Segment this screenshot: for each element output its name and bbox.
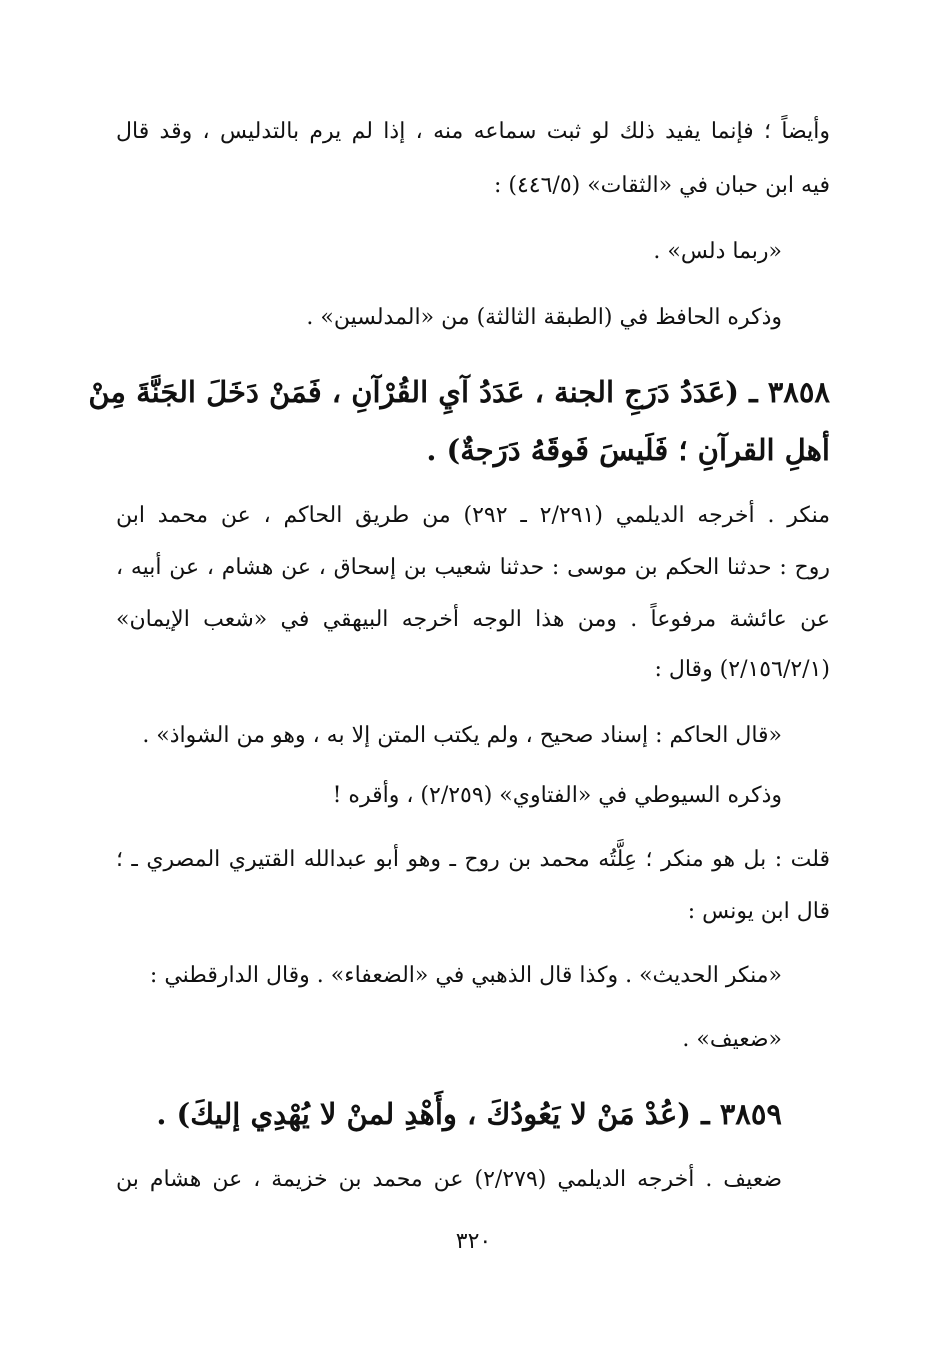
paragraph-line: روح : حدثنا الحكم بن موسى : حدثنا شعيب بن إسحاق ، عن هشام ، عن أبيه ، — [116, 555, 830, 580]
paragraph-line: عن عائشة مرفوعاً . ومن هذا الوجه أخرجه البيهقي في «شعب الإيمان» — [116, 607, 830, 632]
hadith-heading-3859: ٣٨٥٩ ـ (عُدْ مَنْ لا يَعُودُكَ ، وأَهْدِ لمنْ لا يُهْدِي إليكَ) . — [156, 1097, 782, 1131]
hadith-heading-3858-cont: أهلِ القرآنِ ؛ فَلَيسَ فَوقَهُ دَرَجةٌ) . — [426, 433, 830, 467]
quote-line: «منكر الحديث» . وكذا قال الذهبي في «الضعفاء» . وقال الدارقطني : — [149, 963, 782, 988]
quote-line: «قال الحاكم : إسناد صحيح ، ولم يكتب المتن إلا به ، وهو من الشواذ» . — [142, 723, 782, 748]
paragraph-line: وذكره السيوطي في «الفتاوي» (٢/٢٥٩) ، وأقره ! — [332, 783, 782, 808]
paragraph-line: (٢/١٥٦/٢/١) وقال : — [654, 657, 830, 682]
paragraph-line: ضعيف . أخرجه الديلمي (٢/٢٧٩) عن محمد بن خزيمة ، عن هشام بن — [116, 1167, 783, 1192]
paragraph-line: قلت : بل هو منكر ؛ عِلَّتُه محمد بن روح ـ وهو أبو عبدالله القتيري المصري ـ ؛ — [116, 847, 830, 872]
paragraph-line: قال ابن يونس : — [687, 899, 830, 924]
hadith-heading-3858: ٣٨٥٨ ـ (عَدَدُ دَرَجِ الجنة ، عَدَدُ آيِ القُرْآنِ ، فَمَنْ دَخَلَ الجَنَّةَ مِنْ — [88, 375, 830, 409]
paragraph-line: وذكره الحافظ في (الطبقة الثالثة) من «المدلسين» . — [306, 305, 782, 330]
paragraph-line: فيه ابن حبان في «الثقات» (٤٤٦/٥) : — [493, 173, 830, 198]
quote-line: «ربما دلس» . — [653, 239, 782, 264]
paragraph-line: منكر . أخرجه الديلمي (٢/٢٩١ ـ ٢٩٢) من طريق الحاكم ، عن محمد ابن — [116, 503, 830, 528]
paragraph-line: وأيضاً ؛ فإنما يفيد ذلك لو ثبت سماعه منه ، إذا لم يرم بالتدليس ، وقد قال — [116, 119, 830, 144]
quote-line: «ضعيف» . — [682, 1027, 782, 1052]
page-number: ٣٢٠ — [455, 1229, 492, 1254]
